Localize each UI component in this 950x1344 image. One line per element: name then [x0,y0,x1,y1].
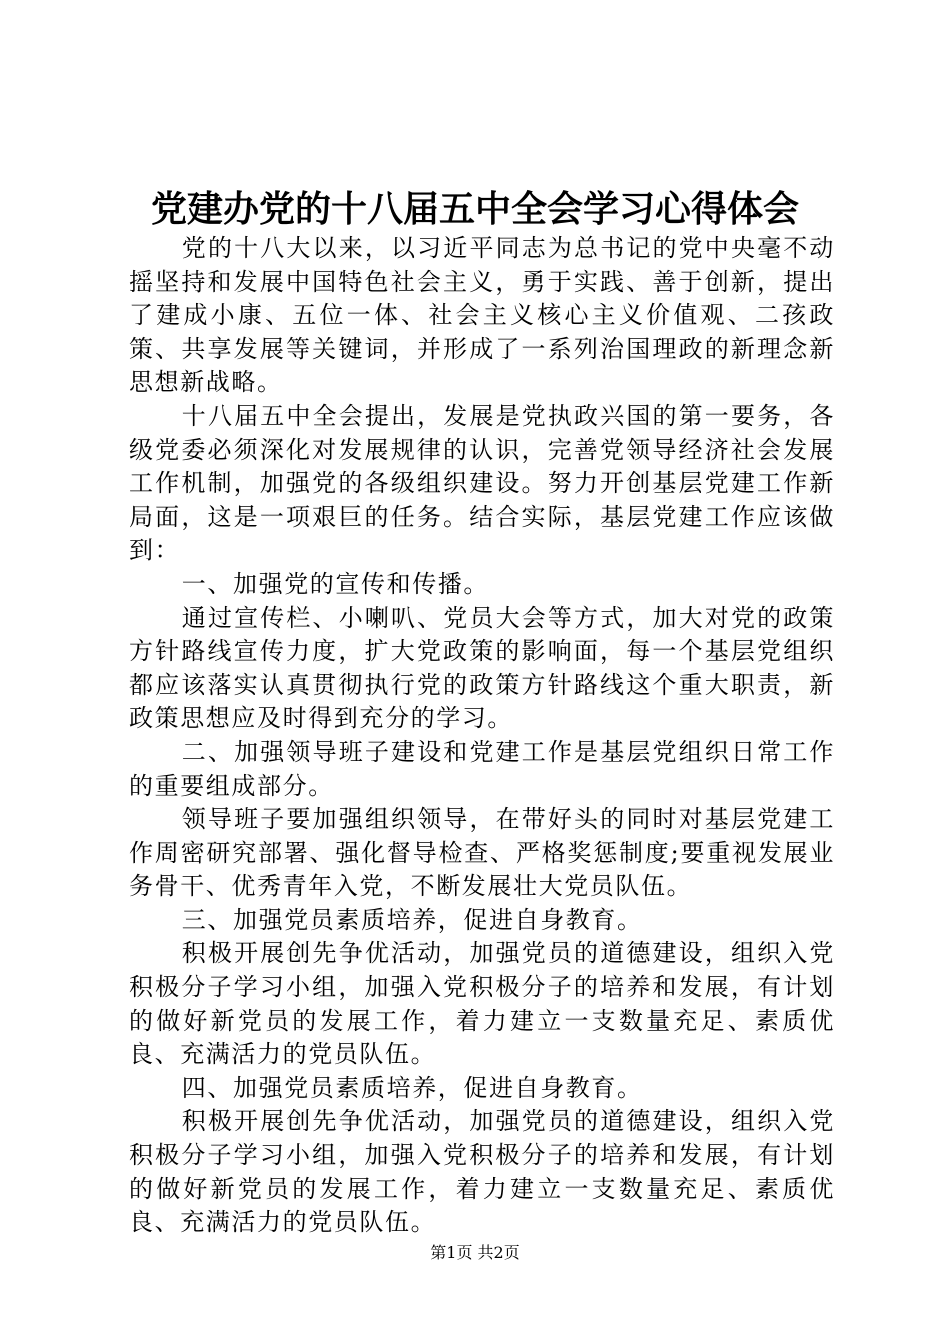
document-title: 党建办党的十八届五中全会学习心得体会 [150,188,799,230]
heading-point-2: 二、加强领导班子建设和党建工作是基层党组织日常工作的重要组成部分。 [129,737,835,800]
paragraph-point-4: 积极开展创先争优活动，加强党员的道德建设，组织入党积极分子学习小组，加强入党积极分子的培养和发展，有计划的做好新党员的发展工作，着力建立一支数量充足、素质优良、充满活力的党员队伍。 [129,1107,835,1237]
paragraph-point-1: 通过宣传栏、小喇叭、党员大会等方式，加大对党的政策方针路线宣传力度，扩大党政策的影响面，每一个基层党组织都应该落实认真贯彻执行党的政策方针路线这个重大职责，新政策思想应及时得到充分的学习。 [129,603,835,733]
paragraph-point-3: 积极开展创先争优活动，加强党员的道德建设，组织入党积极分子学习小组，加强入党积极分子的培养和发展，有计划的做好新党员的发展工作，着力建立一支数量充足、素质优良、充满活力的党员队伍。 [129,939,835,1069]
heading-point-4: 四、加强党员素质培养，促进自身教育。 [181,1073,643,1102]
page-footer: 第1页 共2页 [430,1243,520,1262]
paragraph-plenum: 十八届五中全会提出，发展是党执政兴国的第一要务，各级党委必须深化对发展规律的认识，完善党领导经济社会发展工作机制，加强党的各级组织建设。努力开创基层党建工作新局面，这是一项艰巨的任务。结合实际，基层党建工作应该做到： [129,401,835,565]
paragraph-intro: 党的十八大以来，以习近平同志为总书记的党中央毫不动摇坚持和发展中国特色社会主义，勇于实践、善于创新，提出了建成小康、五位一体、社会主义核心主义价值观、二孩政策、共享发展等关键词，并形成了一系列治国理政的新理念新思想新战略。 [129,234,835,397]
document-body [129,232,835,1240]
heading-point-3: 三、加强党员素质培养，促进自身教育。 [181,905,643,934]
paragraph-point-2: 领导班子要加强组织领导，在带好头的同时对基层党建工作周密研究部署、强化督导检查、严格奖惩制度;要重视发展业务骨干、优秀青年入党，不断发展壮大党员队伍。 [129,805,835,901]
heading-point-1: 一、加强党的宣传和传播。 [181,569,489,598]
